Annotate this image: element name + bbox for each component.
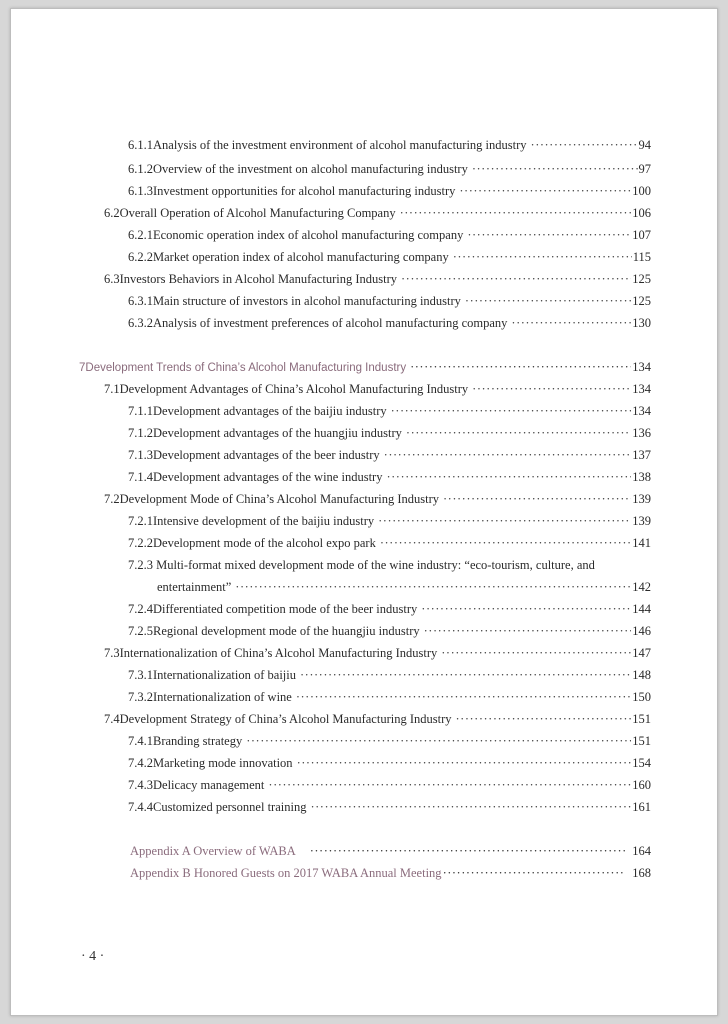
toc-entry-number: 7.2.3	[128, 558, 153, 572]
leader-dots	[459, 183, 631, 199]
toc-entry	[104, 491, 651, 507]
toc-entry	[128, 777, 651, 793]
leader-dots	[465, 293, 631, 309]
leader-dots	[297, 755, 632, 771]
toc-entry-page: 146	[632, 624, 651, 638]
leader-dots	[296, 689, 631, 705]
toc-entry-page: 154	[632, 756, 651, 770]
toc-entry-number: 7.4	[104, 712, 120, 726]
leader-dots	[300, 667, 631, 683]
toc-entry	[128, 403, 651, 419]
toc-entry	[128, 513, 651, 529]
toc-entry-page: 106	[632, 206, 651, 220]
toc-entry-title: Development advantages of the huangjiu industry	[153, 426, 402, 440]
toc-entry	[128, 293, 651, 309]
toc-entry	[128, 425, 651, 441]
toc-entry-title: Development Advantages of China’s Alcohol Manufacturing Industry	[119, 382, 469, 396]
leader-dots	[472, 381, 631, 397]
toc-entry-number: 6.2.2	[128, 250, 153, 264]
toc-entry-page: 139	[632, 492, 651, 506]
toc-entry-title: Customized personnel training	[153, 800, 307, 814]
toc-entry-page: 125	[632, 272, 651, 286]
leader-dots	[246, 733, 631, 749]
toc-entry-number: 6.2	[104, 206, 120, 220]
toc-entry-title: Development advantages of the baijiu industry	[153, 404, 387, 418]
toc-entry	[128, 601, 651, 617]
toc-entry-number: 7.2	[104, 492, 120, 506]
toc-entry-page: 139	[632, 514, 651, 528]
leader-dots	[467, 227, 631, 243]
toc-entry-number: 7.4.3	[128, 778, 153, 792]
toc-entry-page: 134	[632, 382, 651, 396]
toc-entry-title: Analysis of investment preferences of alcohol manufacturing company	[153, 316, 508, 330]
toc-entry-number: 7.1.2	[128, 426, 153, 440]
leader-dots	[378, 513, 631, 529]
toc-entry-title: Marketing mode innovation	[153, 756, 293, 770]
toc-entry-title: Main structure of investors in alcohol manufacturing industry	[153, 294, 461, 308]
toc-entry-title: Multi-format mixed development mode of the wine industry: “eco-tourism, culture, and	[156, 558, 595, 572]
toc-entry-page: 142	[632, 580, 651, 594]
toc-entry	[128, 227, 651, 243]
toc-entry-number: 7.4.4	[128, 800, 153, 814]
leader-dots	[531, 137, 638, 153]
toc-entry	[128, 447, 651, 463]
toc-entry	[128, 799, 651, 815]
toc-entry-number: 6.2.1	[128, 228, 153, 242]
toc-entry-number: 6.3	[104, 272, 120, 286]
leader-dots	[441, 645, 631, 661]
toc-entry-page: 147	[632, 646, 651, 660]
toc-entry	[128, 469, 651, 485]
toc-entry	[128, 689, 651, 705]
toc-entry	[128, 161, 651, 177]
toc-entry-title: Analysis of the investment environment of alcohol manufacturing industry	[153, 138, 527, 152]
toc-entry	[128, 755, 651, 771]
toc-entry-title: Overall Operation of Alcohol Manufacturing Company	[119, 206, 396, 220]
toc-entry-number: 7.1.3	[128, 448, 153, 462]
toc-entry-number: 6.1.2	[128, 162, 153, 176]
toc-entry-title: Branding strategy	[153, 734, 243, 748]
leader-dots	[384, 447, 632, 463]
toc-entry	[104, 381, 651, 397]
leader-dots	[456, 711, 632, 727]
leader-dots	[380, 535, 631, 551]
toc-entry-number: 7.2.5	[128, 624, 153, 638]
toc-entry-number: 6.3.2	[128, 316, 153, 330]
toc-entry-page: 137	[632, 448, 651, 462]
toc-entry	[104, 205, 651, 221]
toc-entry-number: 7.4.2	[128, 756, 153, 770]
toc-entry	[128, 623, 651, 639]
toc-entry-number: 7.2.2	[128, 536, 153, 550]
toc-entry-title: Economic operation index of alcohol manufacturing company	[153, 228, 464, 242]
toc-entry-number: 7.2.1	[128, 514, 153, 528]
toc-entry	[104, 711, 651, 727]
toc-entry	[104, 271, 651, 287]
toc-entry-page: 107	[632, 228, 651, 242]
toc-entry	[128, 535, 651, 551]
toc-entry-number: 7.2.4	[128, 602, 153, 616]
toc-entry-number: 6.1.1	[128, 138, 153, 152]
toc-entry-continuation	[157, 579, 651, 595]
toc-entry-page: 138	[632, 470, 651, 484]
toc-entry-title: Development advantages of the beer industry	[153, 448, 380, 462]
appendix-title: Appendix A Overview of WABA	[130, 844, 296, 858]
leader-dots	[443, 865, 626, 881]
toc-entry-page: 94	[638, 138, 651, 152]
leader-dots	[391, 403, 632, 419]
toc-entry-page: 144	[632, 602, 651, 616]
toc-entry-title: Development mode of the alcohol expo park	[153, 536, 376, 550]
leader-dots	[400, 205, 632, 221]
leader-dots	[453, 249, 632, 265]
toc-entry-number: 7.3	[104, 646, 120, 660]
toc-entry-title: Investors Behaviors in Alcohol Manufacturing Industry	[119, 272, 398, 286]
toc-entry-number: 7.1.4	[128, 470, 153, 484]
toc-entry-number: 7.3.2	[128, 690, 153, 704]
toc-entry-title-continuation: entertainment”	[157, 580, 232, 594]
leader-dots	[235, 579, 631, 595]
leader-dots	[424, 623, 632, 639]
toc-entry-title: Intensive development of the baijiu industry	[153, 514, 375, 528]
toc-entry-number: 7	[79, 362, 86, 374]
toc-entry	[128, 137, 651, 153]
toc-entry-page: 134	[632, 360, 651, 374]
toc-entry-page: 125	[632, 294, 651, 308]
toc-entry-title: Development advantages of the wine industry	[153, 470, 383, 484]
toc-entry-page: 134	[632, 404, 651, 418]
toc-entry-title: Development Mode of China’s Alcohol Manufacturing Industry	[119, 492, 440, 506]
toc-entry	[128, 733, 651, 749]
toc-entry-page: 100	[632, 184, 651, 198]
leader-dots	[310, 799, 631, 815]
leader-dots	[472, 161, 638, 177]
leader-dots	[410, 359, 631, 375]
toc-entry-page: 148	[632, 668, 651, 682]
appendix-title: Appendix B Honored Guests on 2017 WABA Annual Meeting	[130, 866, 442, 880]
toc-chapter-entry	[79, 359, 651, 376]
toc-entry-page: 151	[632, 734, 651, 748]
toc-entry-number: 7.1.1	[128, 404, 153, 418]
toc-entry	[104, 645, 651, 661]
toc-entry-number: 6.1.3	[128, 184, 153, 198]
toc-entry-title: Internationalization of China’s Alcohol Manufacturing Industry	[119, 646, 438, 660]
toc-entry-title: Market operation index of alcohol manufacturing company	[153, 250, 449, 264]
appendix-page: 168	[632, 866, 651, 880]
leader-dots	[401, 271, 631, 287]
leader-dots	[406, 425, 631, 441]
toc-appendix-entry	[130, 865, 651, 881]
toc-entry-page: 151	[632, 712, 651, 726]
toc-entry-page: 115	[632, 250, 651, 264]
toc-entry	[128, 667, 651, 683]
leader-dots	[310, 843, 626, 859]
toc-entry-title: Delicacy management	[153, 778, 265, 792]
toc-entry-title: Development Strategy of China’s Alcohol Manufacturing Industry	[119, 712, 452, 726]
toc-entry-page: 141	[632, 536, 651, 550]
toc-entry-number: 7.3.1	[128, 668, 153, 682]
toc-entry-page: 136	[632, 426, 651, 440]
toc-entry-number: 7.4.1	[128, 734, 153, 748]
leader-dots	[386, 469, 631, 485]
toc-entry-page: 160	[632, 778, 651, 792]
toc-entry-page: 130	[632, 316, 651, 330]
toc-appendix-entry	[130, 843, 651, 859]
toc-entry-page: 150	[632, 690, 651, 704]
leader-dots	[443, 491, 631, 507]
toc-entry-title: Regional development mode of the huangjiu industry	[153, 624, 420, 638]
toc-entry-number: 6.3.1	[128, 294, 153, 308]
toc-entry-first-line	[128, 557, 651, 573]
toc-entry-page: 97	[638, 162, 651, 176]
toc-entry	[128, 315, 651, 331]
toc-entry	[128, 183, 651, 199]
leader-dots	[268, 777, 631, 793]
toc-entry-title: Development Trends of China’s Alcohol Manufacturing Industry	[85, 362, 407, 374]
toc-entry-title: Differentiated competition mode of the beer industry	[153, 602, 418, 616]
document-page	[10, 8, 718, 1016]
toc-entry-title: Internationalization of baijiu	[153, 668, 297, 682]
toc-entry-title: Internationalization of wine	[153, 690, 292, 704]
toc-entry	[128, 249, 651, 265]
toc-entry-number: 7.1	[104, 382, 120, 396]
toc-entry-title: Investment opportunities for alcohol manufacturing industry	[153, 184, 456, 198]
appendix-page: 164	[632, 844, 651, 858]
toc-entry-title: Overview of the investment on alcohol manufacturing industry	[153, 162, 468, 176]
page-number-footer: · 4 ·	[81, 949, 105, 964]
toc-entry-page: 161	[632, 800, 651, 814]
leader-dots	[421, 601, 631, 617]
leader-dots	[511, 315, 631, 331]
